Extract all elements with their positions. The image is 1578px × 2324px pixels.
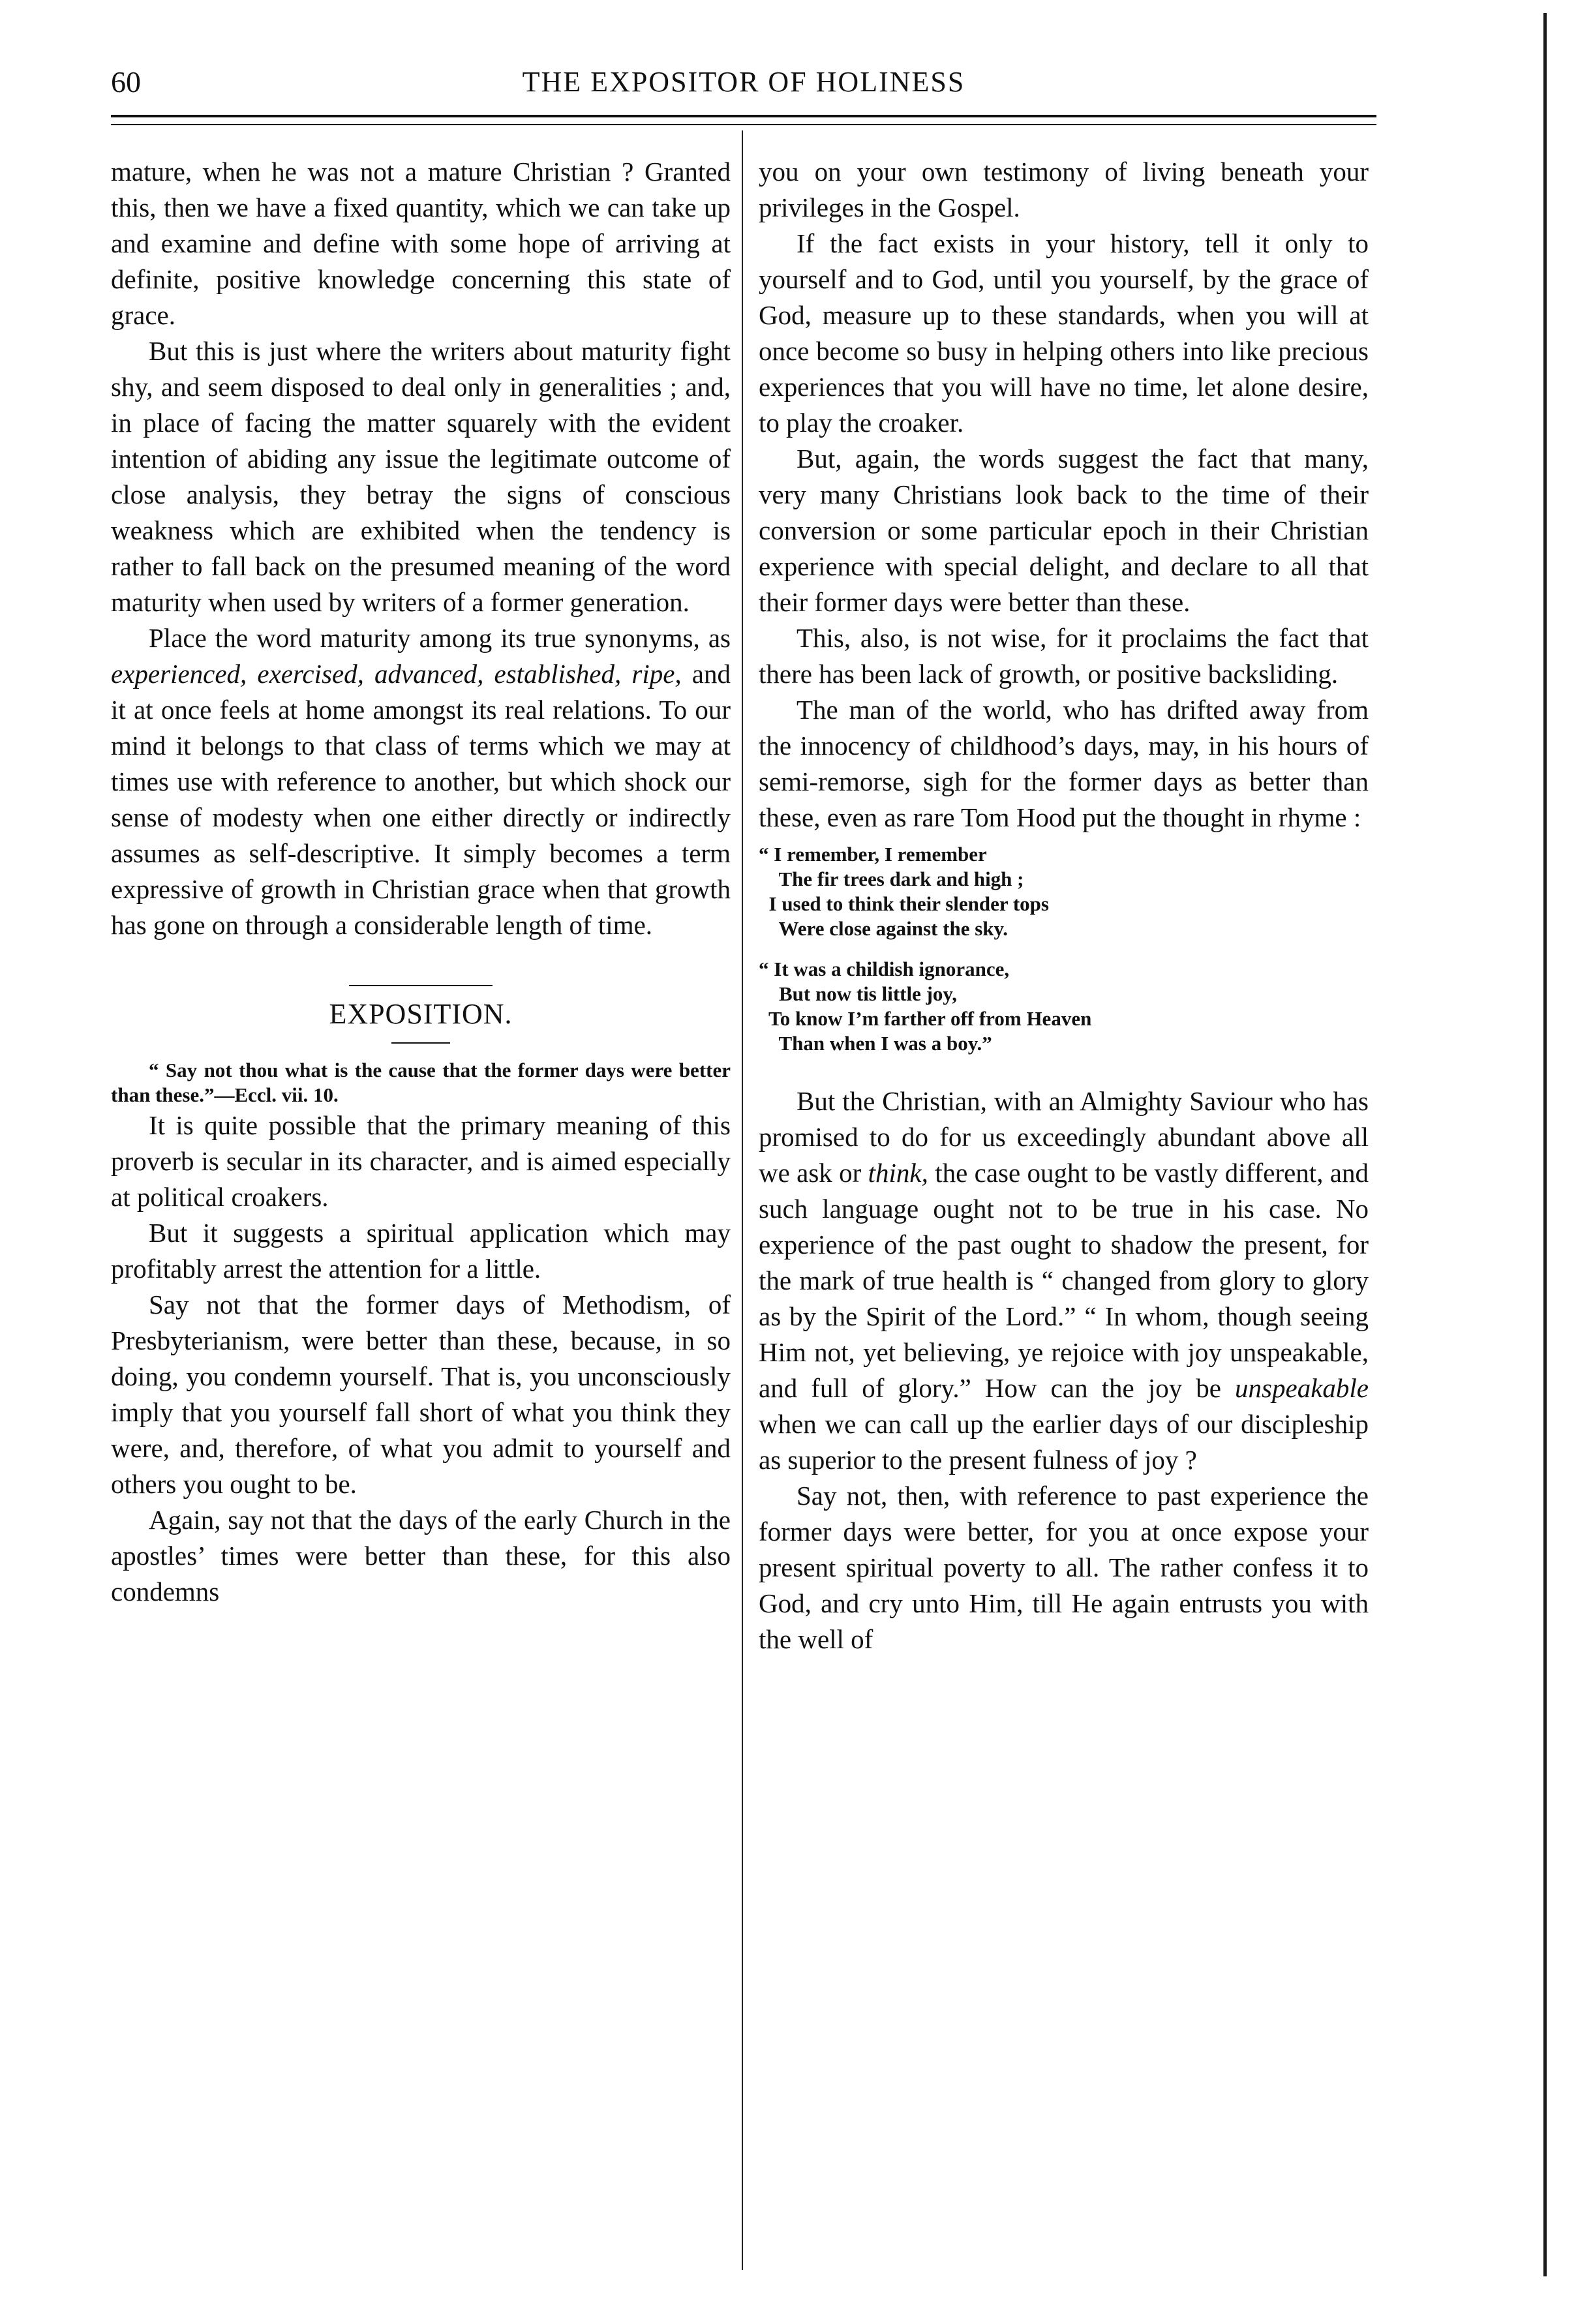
paragraph: Say not, then, with reference to past experience the former days were better, for you at once expose your present spiritual poverty to all. The rather confess it to God, and cry unto Him, till He again entrusts you with the well of: [759, 1481, 1369, 1654]
section-title: EXPOSITION.: [329, 998, 513, 1030]
poem-line: To know I’m farther off from Heaven: [759, 1007, 1092, 1030]
epigraph: “ Say not thou what is the cause that the former days were better than these.”—Eccl. vii. 10.: [111, 1059, 731, 1106]
paragraph: mature, when he was not a mature Christian ? Granted this, then we have a fixed quantity, which we can take up and examine and define with some hope of arriving at definite, positive knowledge concerning this state of grace.: [111, 157, 731, 330]
right-column: [759, 154, 1369, 1657]
paragraph: But this is just where the writers about maturity fight shy, and seem disposed to deal only in generalities ; and, in place of facing the matter squarely with the evident intention of abiding any issue the legitimate outcome of close analysis, they betray the signs of conscious weakness which are exhibited when the tendency is rather to fall back on the presumed meaning of the word maturity when used by writers of a former generation.: [111, 336, 731, 617]
paragraph: But it suggests a spiritual application which may profitably arrest the attention for a little.: [111, 1218, 731, 1284]
section-divider-small: [391, 1042, 450, 1044]
page-edge-rule: [1543, 13, 1547, 2276]
section-divider: [349, 985, 493, 986]
paragraph: Say not that the former days of Methodism, of Presbyterianism, were better than these, because, in so doing, you condemn yourself. That is, you unconsciously imply that you yourself fall short of what you think they were, and, therefore, of what you admit to yourself and others you ought to be.: [111, 1290, 731, 1499]
column-divider: [742, 130, 743, 2270]
poem-line: Than when I was a boy.”: [759, 1032, 992, 1055]
paragraph: But, again, the words suggest the fact that many, very many Christians look back to the time of their conversion or some particular epoch in their Christian experience with special delight, and declare to all that their former days were better than these.: [759, 444, 1369, 617]
paragraph: Again, say not that the days of the early Church in the apostles’ times were better than these, for this also condemns: [111, 1505, 731, 1607]
paragraph: Place the word maturity among its true synonyms, as experienced, exercised, advanced, established, ripe, and it at once feels at home amongst its real relations. To our mind it belongs to that class of terms which we may at times use with reference to another, but which shock our sense of modesty when one either directly or indirectly assumes as self-descriptive. It simply becomes a term expressive of growth in Christian grace when that growth has gone on through a considerable length of time.: [111, 623, 731, 940]
poem-stanza: [759, 842, 1369, 941]
poem-line: Were close against the sky.: [759, 917, 1009, 940]
page-header: [111, 63, 1376, 108]
paragraph: The man of the world, who has drifted away from the innocency of childhood’s days, may, in his hours of semi-remorse, sigh for the former days as better than these, even as rare Tom Hood put the thought in rhyme :: [759, 695, 1369, 832]
paragraph: If the fact exists in your history, tell it only to yourself and to God, until you yourself, by the grace of God, measure up to these standards, when you will at once become so busy in helping others into like precious experiences that you will have no time, let alone desire, to play the croaker.: [759, 228, 1369, 438]
poem-line: The fir trees dark and high ;: [759, 868, 1024, 890]
paragraph: It is quite possible that the primary meaning of this proverb is secular in its character, and is aimed especially at political croakers.: [111, 1110, 731, 1212]
poem-line: “ I remember, I remember: [759, 843, 987, 866]
poem-line: But now tis little joy,: [759, 982, 957, 1005]
page-number: 60: [111, 65, 141, 98]
paragraph: This, also, is not wise, for it proclaims the fact that there has been lack of growth, or positive backsliding.: [759, 623, 1369, 689]
header-rule-thin: [111, 124, 1376, 125]
poem-line: I used to think their slender tops: [759, 892, 1049, 915]
poem-quote: [759, 842, 1369, 1056]
running-head-title: THE EXPOSITOR OF HOLINESS: [522, 66, 965, 98]
poem-line: “ It was a childish ignorance,: [759, 958, 1010, 980]
poem-stanza: [759, 957, 1369, 1056]
left-column: [111, 154, 731, 1610]
paragraph: But the Christian, with an Almighty Saviour who has promised to do for us exceedingly abundant above all we ask or think, the case ought to be vastly different, and such language ought not to be true in his case. No experience of the past ought to shadow the present, for the mark of true health is “ changed from glory to glory as by the Spirit of the Lord.” “ In whom, though seeing Him not, yet believing, ye rejoice with joy unspeakable, and full of glory.” How can the joy be unspeakable when we can call up the earlier days of our discipleship as superior to the present fulness of joy ?: [759, 1086, 1369, 1475]
header-rule-thick: [111, 115, 1376, 117]
paragraph: you on your own testimony of living beneath your privileges in the Gospel.: [759, 157, 1369, 222]
